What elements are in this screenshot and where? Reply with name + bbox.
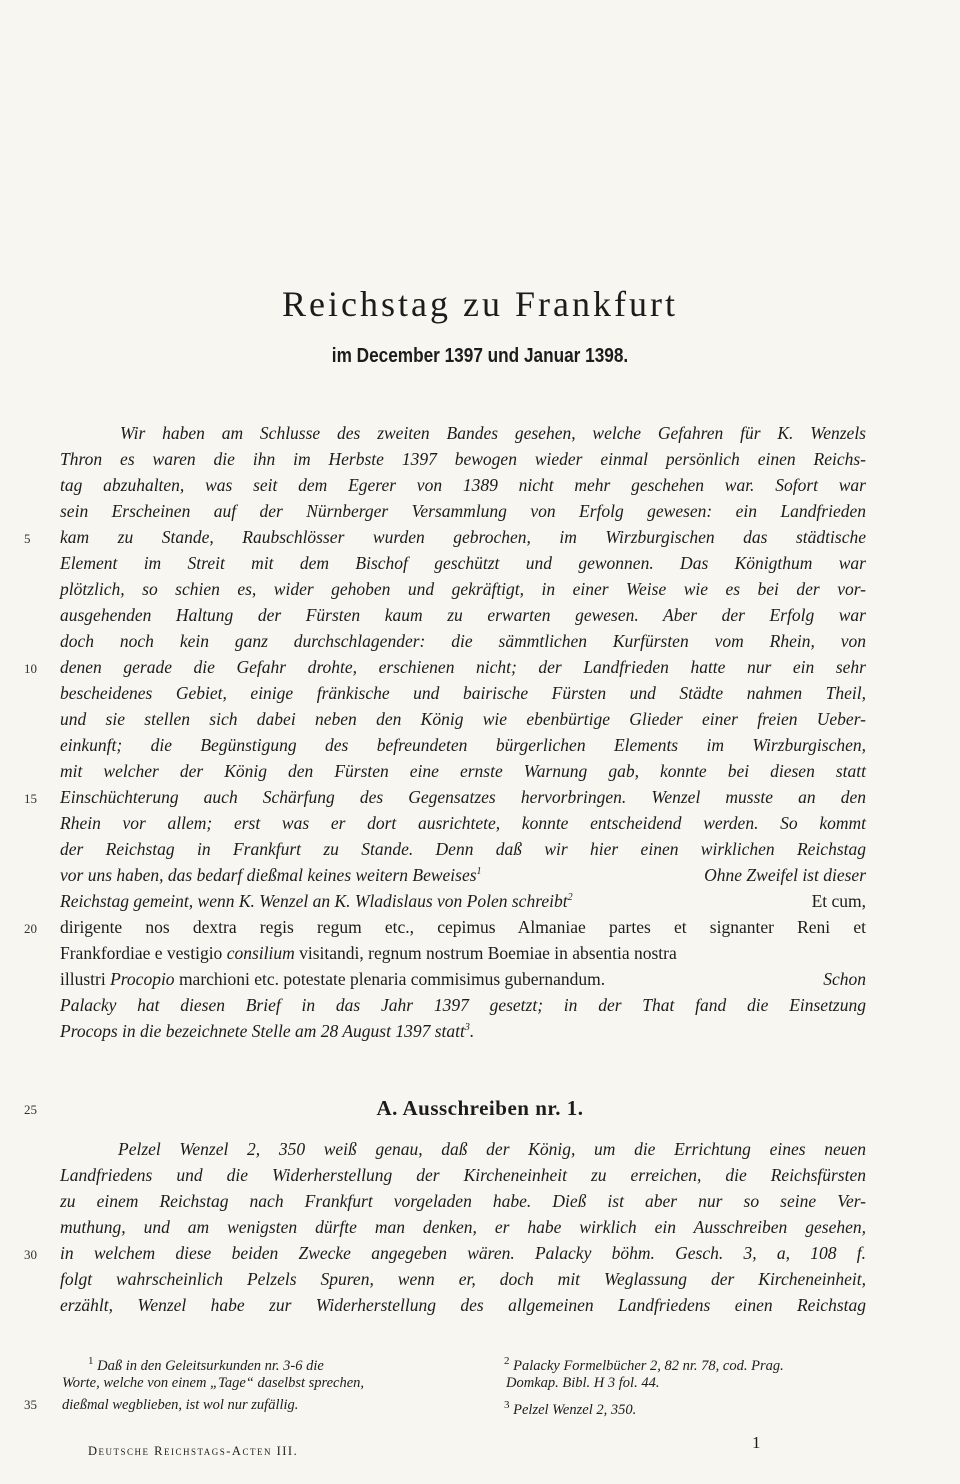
text-span: Frankfordiae e vestigio	[60, 943, 223, 963]
text-span: Et cum,	[811, 891, 866, 911]
text-line: doch noch kein ganz durchschlagender: die sämmtlichen Kurfürsten vom Rhein, von	[60, 631, 866, 651]
text-line: folgt wahrscheinlich Pelzels Spuren, wenn er, doch mit Weglassung der Kircheneinheit,	[60, 1269, 866, 1289]
footnote-text: Daß in den Geleitsurkunden nr. 3-6 die	[97, 1357, 324, 1374]
text-line: Pelzel Wenzel 2, 350 weiß genau, daß der König, um die Errichtung eines neuen	[118, 1139, 866, 1159]
text-line	[60, 966, 866, 992]
signature-mark: Deutsche Reichstags-Acten III.	[88, 1444, 299, 1458]
text-line: kam zu Stande, Raubschlösser wurden gebrochen, im Wirzburgischen das städtische	[60, 527, 866, 547]
line-number: 10	[24, 661, 37, 676]
text-line: der Reichstag in Frankfurt zu Stande. Denn daß wir hier einen wirklichen Reichstag	[60, 839, 866, 859]
text-line: Palacky hat diesen Brief in das Jahr 1397 gesetzt; in der That fand die Einsetzung	[60, 995, 866, 1015]
line-number: 20	[24, 921, 37, 936]
text-line: dirigente nos dextra regis regum etc., cepimus Almaniae partes et signanter Reni et	[60, 917, 866, 937]
text-line: tag abzuhalten, was seit dem Egerer von 1389 nicht mehr geschehen war. Sofort war	[60, 475, 866, 495]
footnote-text: Pelzel Wenzel 2, 350.	[513, 1401, 637, 1418]
footnote: dießmal wegblieben, ist wol nur zufällig.	[62, 1397, 299, 1413]
text-line: Rhein vor allem; erst was er dort ausrichtete, konnte entscheidend werden. So kommt	[60, 813, 866, 833]
text-span: Ohne Zweifel ist dieser	[704, 865, 866, 885]
text-line	[60, 940, 866, 966]
text-line: Element im Streit mit dem Bischof geschützt und gewonnen. Das Königthum war	[60, 553, 866, 573]
text-line	[60, 888, 780, 914]
text-line: einkunft; die Begünstigung des befreundeten bürgerlichen Elements im Wirzburgischen,	[60, 735, 866, 755]
section-heading: A. Ausschreiben nr. 1.	[376, 1096, 584, 1120]
text-line: ausgehenden Haltung der Fürsten kaum zu erwarten gewesen. Aber der Erfolg war	[60, 605, 866, 625]
text-line: bescheidenes Gebiet, einige fränkische und bairische Fürsten und Städte nahmen Theil,	[60, 683, 866, 703]
footnote-text: Palacky Formelbücher 2, 82 nr. 78, cod. Prag.	[513, 1357, 784, 1374]
text-line: denen gerade die Gefahr drohte, erschienen nicht; der Landfrieden hatte nur ein sehr	[60, 657, 866, 677]
text-span: consilium	[226, 943, 295, 963]
footnote-ref: 1	[476, 866, 482, 878]
text-line: sein Erscheinen auf der Nürnberger Versammlung von Erfolg gewesen: ein Landfrieden	[60, 501, 866, 521]
footnote: Domkap. Bibl. H 3 fol. 44.	[506, 1375, 660, 1391]
footnote-mark: 1	[88, 1355, 94, 1367]
text-span: Schon	[823, 969, 866, 989]
text-line: in welchem diese beiden Zwecke angegeben wären. Palacky böhm. Gesch. 3, a, 108 f.	[60, 1243, 866, 1263]
text-line: Procops in die bezeichnete Stelle am 28 August 1397 statt$^3$.	[60, 1021, 475, 1041]
footnote-mark: 3	[504, 1399, 510, 1411]
line-number: 5	[24, 531, 31, 546]
text-span: Procopio	[110, 969, 175, 989]
text-line: und sie stellen sich dabei neben den König wie ebenbürtige Glieder einer freien Ueber-	[60, 709, 866, 729]
text-line: zu einem Reichstag nach Frankfurt vorgeladen habe. Dieß ist aber nur so seine Ver-	[60, 1191, 866, 1211]
text-span: illustri	[60, 969, 106, 989]
text-line: mit welcher der König den Fürsten eine ernste Warnung gab, konnte bei diesen statt	[60, 761, 866, 781]
line-number: 15	[24, 791, 37, 806]
footnote-mark: 2	[504, 1355, 510, 1367]
line-number: 25	[24, 1102, 37, 1117]
text-line: Wir haben am Schlusse des zweiten Bandes gesehen, welche Gefahren für K. Wenzels	[120, 423, 866, 443]
footnote: Worte, welche von einem „Tage“ daselbst sprechen,	[62, 1375, 365, 1391]
page-number: 1	[752, 1433, 761, 1452]
page-subtitle: im December 1397 und Januar 1398.	[331, 345, 629, 367]
footnote-ref: 3	[464, 1022, 470, 1034]
footnote	[504, 1394, 864, 1416]
text-span: visitandi, regnum nostrum Boemiae in absentia nostra	[299, 943, 677, 963]
text-line: erzählt, Wenzel habe zur Widerherstellung des allgemeinen Landfriedens einen Reichstag	[60, 1295, 866, 1315]
footnote	[504, 1350, 874, 1372]
text-line: muthung, und am wenigsten dürfte man denken, er habe wirklich ein Ausschreiben gesehen,	[60, 1217, 866, 1237]
line-number: 35	[24, 1397, 37, 1412]
text-line: Einschüchterung auch Schärfung des Gegensatzes hervorbringen. Wenzel musste an den	[60, 787, 866, 807]
text-span: Procops in die bezeichnete Stelle am 28 August 1397 statt	[60, 1021, 465, 1041]
text-line: plötzlich, so schien es, wider gehoben und gekräftigt, in einer Weise wie es bei der vor-	[60, 579, 866, 599]
footnote	[88, 1350, 450, 1372]
page-title: Reichstag zu Frankfurt	[282, 284, 678, 324]
text-span: marchioni etc. potestate plenaria commisimus gubernandum.	[178, 969, 606, 989]
footnote-ref: 2	[567, 892, 573, 904]
text-line	[60, 862, 530, 888]
line-number: 30	[24, 1247, 37, 1262]
text-line: Landfriedens und die Widerherstellung der Kircheneinheit zu erreichen, die Reichsfürsten	[60, 1165, 866, 1185]
text-span: vor uns haben, das bedarf dießmal keines weitern Beweises	[60, 865, 477, 885]
text-span: Reichstag gemeint, wenn K. Wenzel an K. Wladislaus von Polen schreibt	[60, 891, 568, 911]
text-line: Thron es waren die ihn im Herbste 1397 bewogen wieder einmal persönlich einen Reichs-	[60, 449, 866, 469]
